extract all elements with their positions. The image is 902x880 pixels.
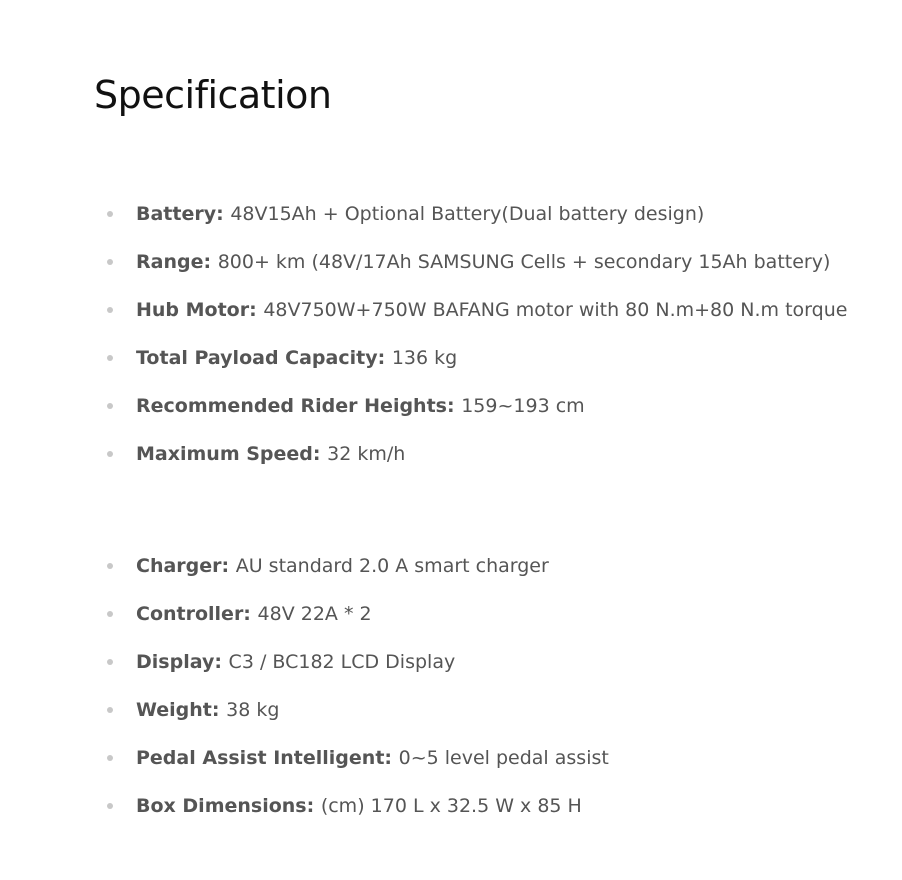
spec-item-pedal-assist [0, 734, 609, 782]
bullet-icon [107, 259, 113, 265]
spec-label: Battery: [136, 203, 231, 225]
spec-item-hub-motor [0, 286, 847, 334]
spec-value: 800+ km (48V/17Ah SAMSUNG Cells + secondary 15Ah battery) [217, 251, 831, 273]
spec-label: Recommended Rider Heights: [136, 395, 462, 417]
bullet-icon [107, 755, 113, 761]
spec-list-primary [0, 190, 847, 478]
spec-value: 48V15Ah + Optional Battery(Dual battery design) [230, 203, 705, 225]
spec-value: 48V750W+750W BAFANG motor with 80 N.m+80 N.m torque [263, 299, 848, 321]
spec-item-payload [0, 334, 847, 382]
bullet-icon [107, 211, 113, 217]
bullet-icon [107, 803, 113, 809]
spec-value: 38 kg [226, 699, 280, 721]
spec-item-rider-heights [0, 382, 847, 430]
spec-value: C3 / BC182 LCD Display [228, 651, 456, 673]
spec-item-box-dimensions [0, 782, 609, 830]
spec-item-weight [0, 686, 609, 734]
spec-value: 0~5 level pedal assist [398, 747, 609, 769]
bullet-icon [107, 563, 113, 569]
bullet-icon [107, 611, 113, 617]
spec-item-battery [0, 190, 847, 238]
bullet-icon [107, 307, 113, 313]
spec-label: Box Dimensions: [136, 795, 321, 817]
spec-item-display [0, 638, 609, 686]
spec-label: Display: [136, 651, 229, 673]
bullet-icon [107, 355, 113, 361]
spec-item-max-speed [0, 430, 847, 478]
spec-label: Total Payload Capacity: [136, 347, 392, 369]
page-title: Specification [94, 73, 332, 117]
spec-value: 32 km/h [327, 443, 406, 465]
spec-label: Hub Motor: [136, 299, 264, 321]
spec-list-secondary [0, 542, 609, 830]
bullet-icon [107, 403, 113, 409]
bullet-icon [107, 451, 113, 457]
bullet-icon [107, 707, 113, 713]
spec-value: 159~193 cm [461, 395, 585, 417]
spec-label: Charger: [136, 555, 236, 577]
spec-value: 136 kg [391, 347, 458, 369]
spec-label: Weight: [136, 699, 227, 721]
spec-item-controller [0, 590, 609, 638]
spec-value: 48V 22A * 2 [257, 603, 372, 625]
spec-label: Range: [136, 251, 218, 273]
spec-value: (cm) 170 L x 32.5 W x 85 H [320, 795, 582, 817]
spec-label: Controller: [136, 603, 258, 625]
spec-item-charger [0, 542, 609, 590]
bullet-icon [107, 659, 113, 665]
spec-label: Maximum Speed: [136, 443, 328, 465]
spec-value: AU standard 2.0 A smart charger [235, 555, 549, 577]
spec-label: Pedal Assist Intelligent: [136, 747, 399, 769]
spec-item-range [0, 238, 847, 286]
